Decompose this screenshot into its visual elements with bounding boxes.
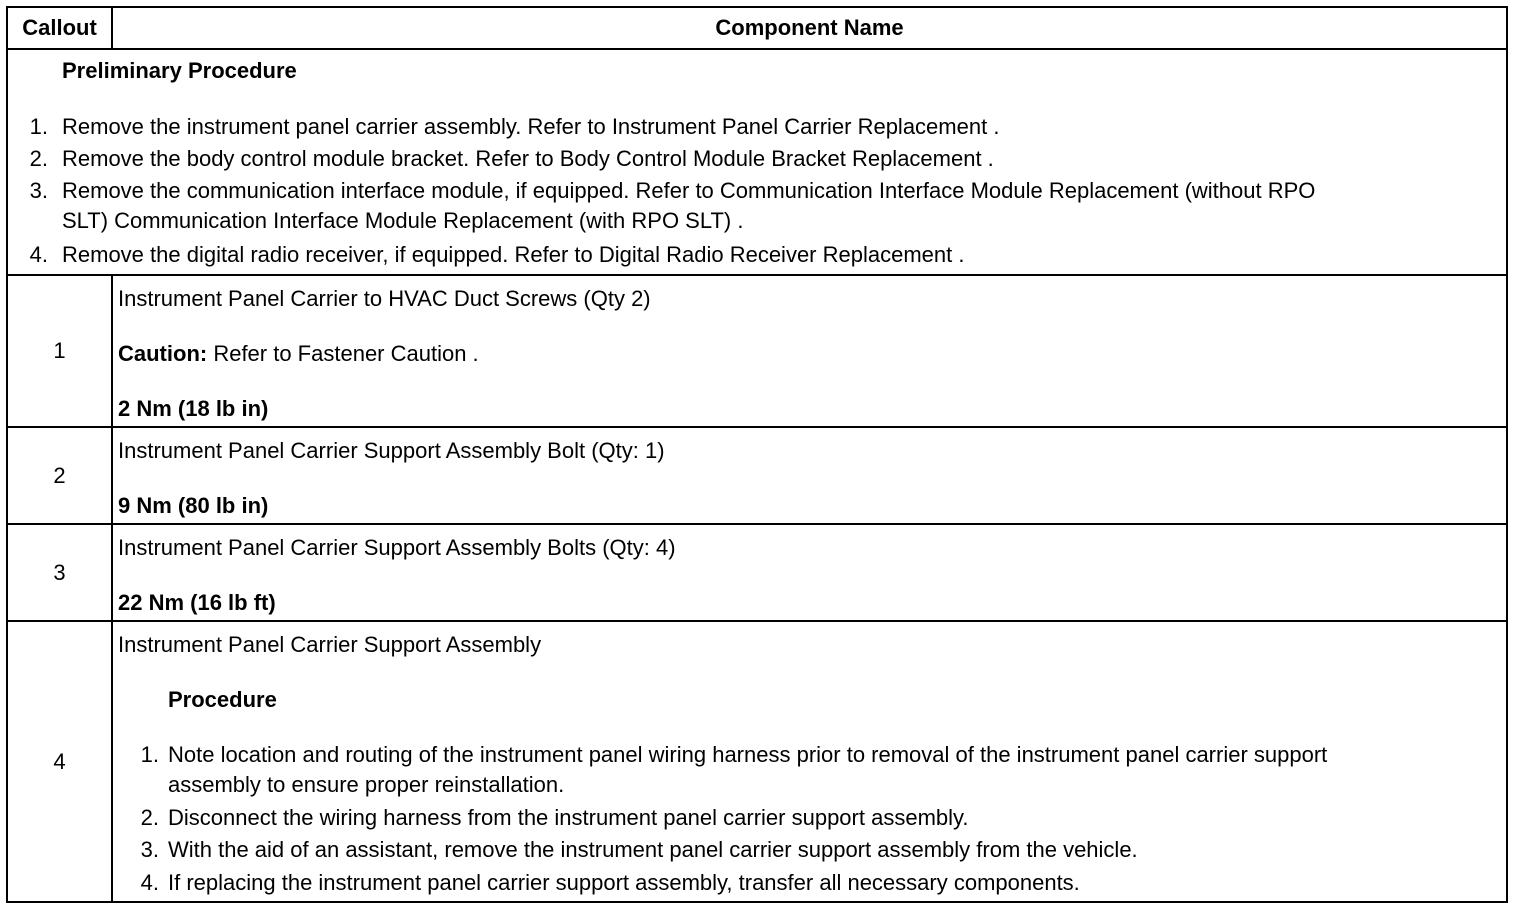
prelim-step-number: 3. [29,178,48,203]
callout-number: 1 [8,276,113,426]
prelim-step-text: Remove the body control module bracket. Refer to Body Control Module Bracket Replacement . [62,146,994,171]
component-cell [113,428,1506,523]
prelim-step-text: Remove the communication interface module, if equipped. Refer to Communication Interface Module Replacement (without RPO [62,178,1316,203]
procedure-step-text: assembly to ensure proper reinstallation. [168,772,565,797]
prelim-step-text: SLT) Communication Interface Module Replacement (with RPO SLT) . [62,208,744,233]
prelim-step-text: Remove the instrument panel carrier assembly. Refer to Instrument Panel Carrier Replacement . [62,114,1000,139]
component-table [6,6,1508,903]
table-row [8,428,1506,525]
procedure-step-text: If replacing the instrument panel carrier support assembly, transfer all necessary components. [168,870,1080,895]
procedure-step-text: Disconnect the wiring harness from the instrument panel carrier support assembly. [168,805,969,830]
table-row [8,276,1506,428]
callout-number: 3 [8,525,113,620]
component-column-header: Component Name [715,15,904,40]
prelim-step-number: 1. [29,114,48,139]
procedure-step-number: 3. [140,837,159,862]
torque-spec: 22 Nm (16 lb ft) [118,590,276,615]
procedure-step-number: 4. [140,870,159,895]
preliminary-procedure-row [8,50,1506,276]
caution-label: Caution: [118,341,208,366]
table-row [8,622,1506,901]
procedure-title: Procedure [168,687,277,712]
component-cell [113,276,1506,426]
procedure-step-text: With the aid of an assistant, remove the instrument panel carrier support assembly from the vehicle. [168,837,1138,862]
component-cell [113,622,1506,901]
prelim-step-number: 4. [29,242,48,267]
preliminary-procedure-title: Preliminary Procedure [62,58,297,83]
procedure-step-number: 1. [140,742,159,767]
table-header-row [8,8,1506,50]
component-column-header-cell [113,8,1506,48]
procedure-step-text: Note location and routing of the instrument panel wiring harness prior to removal of the instrument panel carrier support [168,742,1328,767]
callout-column-header: Callout [8,8,113,48]
component-name: Instrument Panel Carrier Support Assembly Bolt (Qty: 1) [118,438,665,463]
torque-spec: 2 Nm (18 lb in) [118,396,269,421]
prelim-step-text: Remove the digital radio receiver, if equipped. Refer to Digital Radio Receiver Replacement . [62,242,965,267]
procedure-step-number: 2. [140,805,159,830]
component-name: Instrument Panel Carrier Support Assembly [118,632,542,657]
torque-spec: 9 Nm (80 lb in) [118,493,269,518]
callout-number: 2 [8,428,113,523]
caution-text: Refer to Fastener Caution . [207,341,479,366]
prelim-step-number: 2. [29,146,48,171]
component-cell [113,525,1506,620]
caution-note [118,339,479,369]
component-name: Instrument Panel Carrier to HVAC Duct Screws (Qty 2) [118,286,651,311]
callout-number: 4 [8,622,113,901]
component-name: Instrument Panel Carrier Support Assembly Bolts (Qty: 4) [118,535,676,560]
table-row [8,525,1506,622]
